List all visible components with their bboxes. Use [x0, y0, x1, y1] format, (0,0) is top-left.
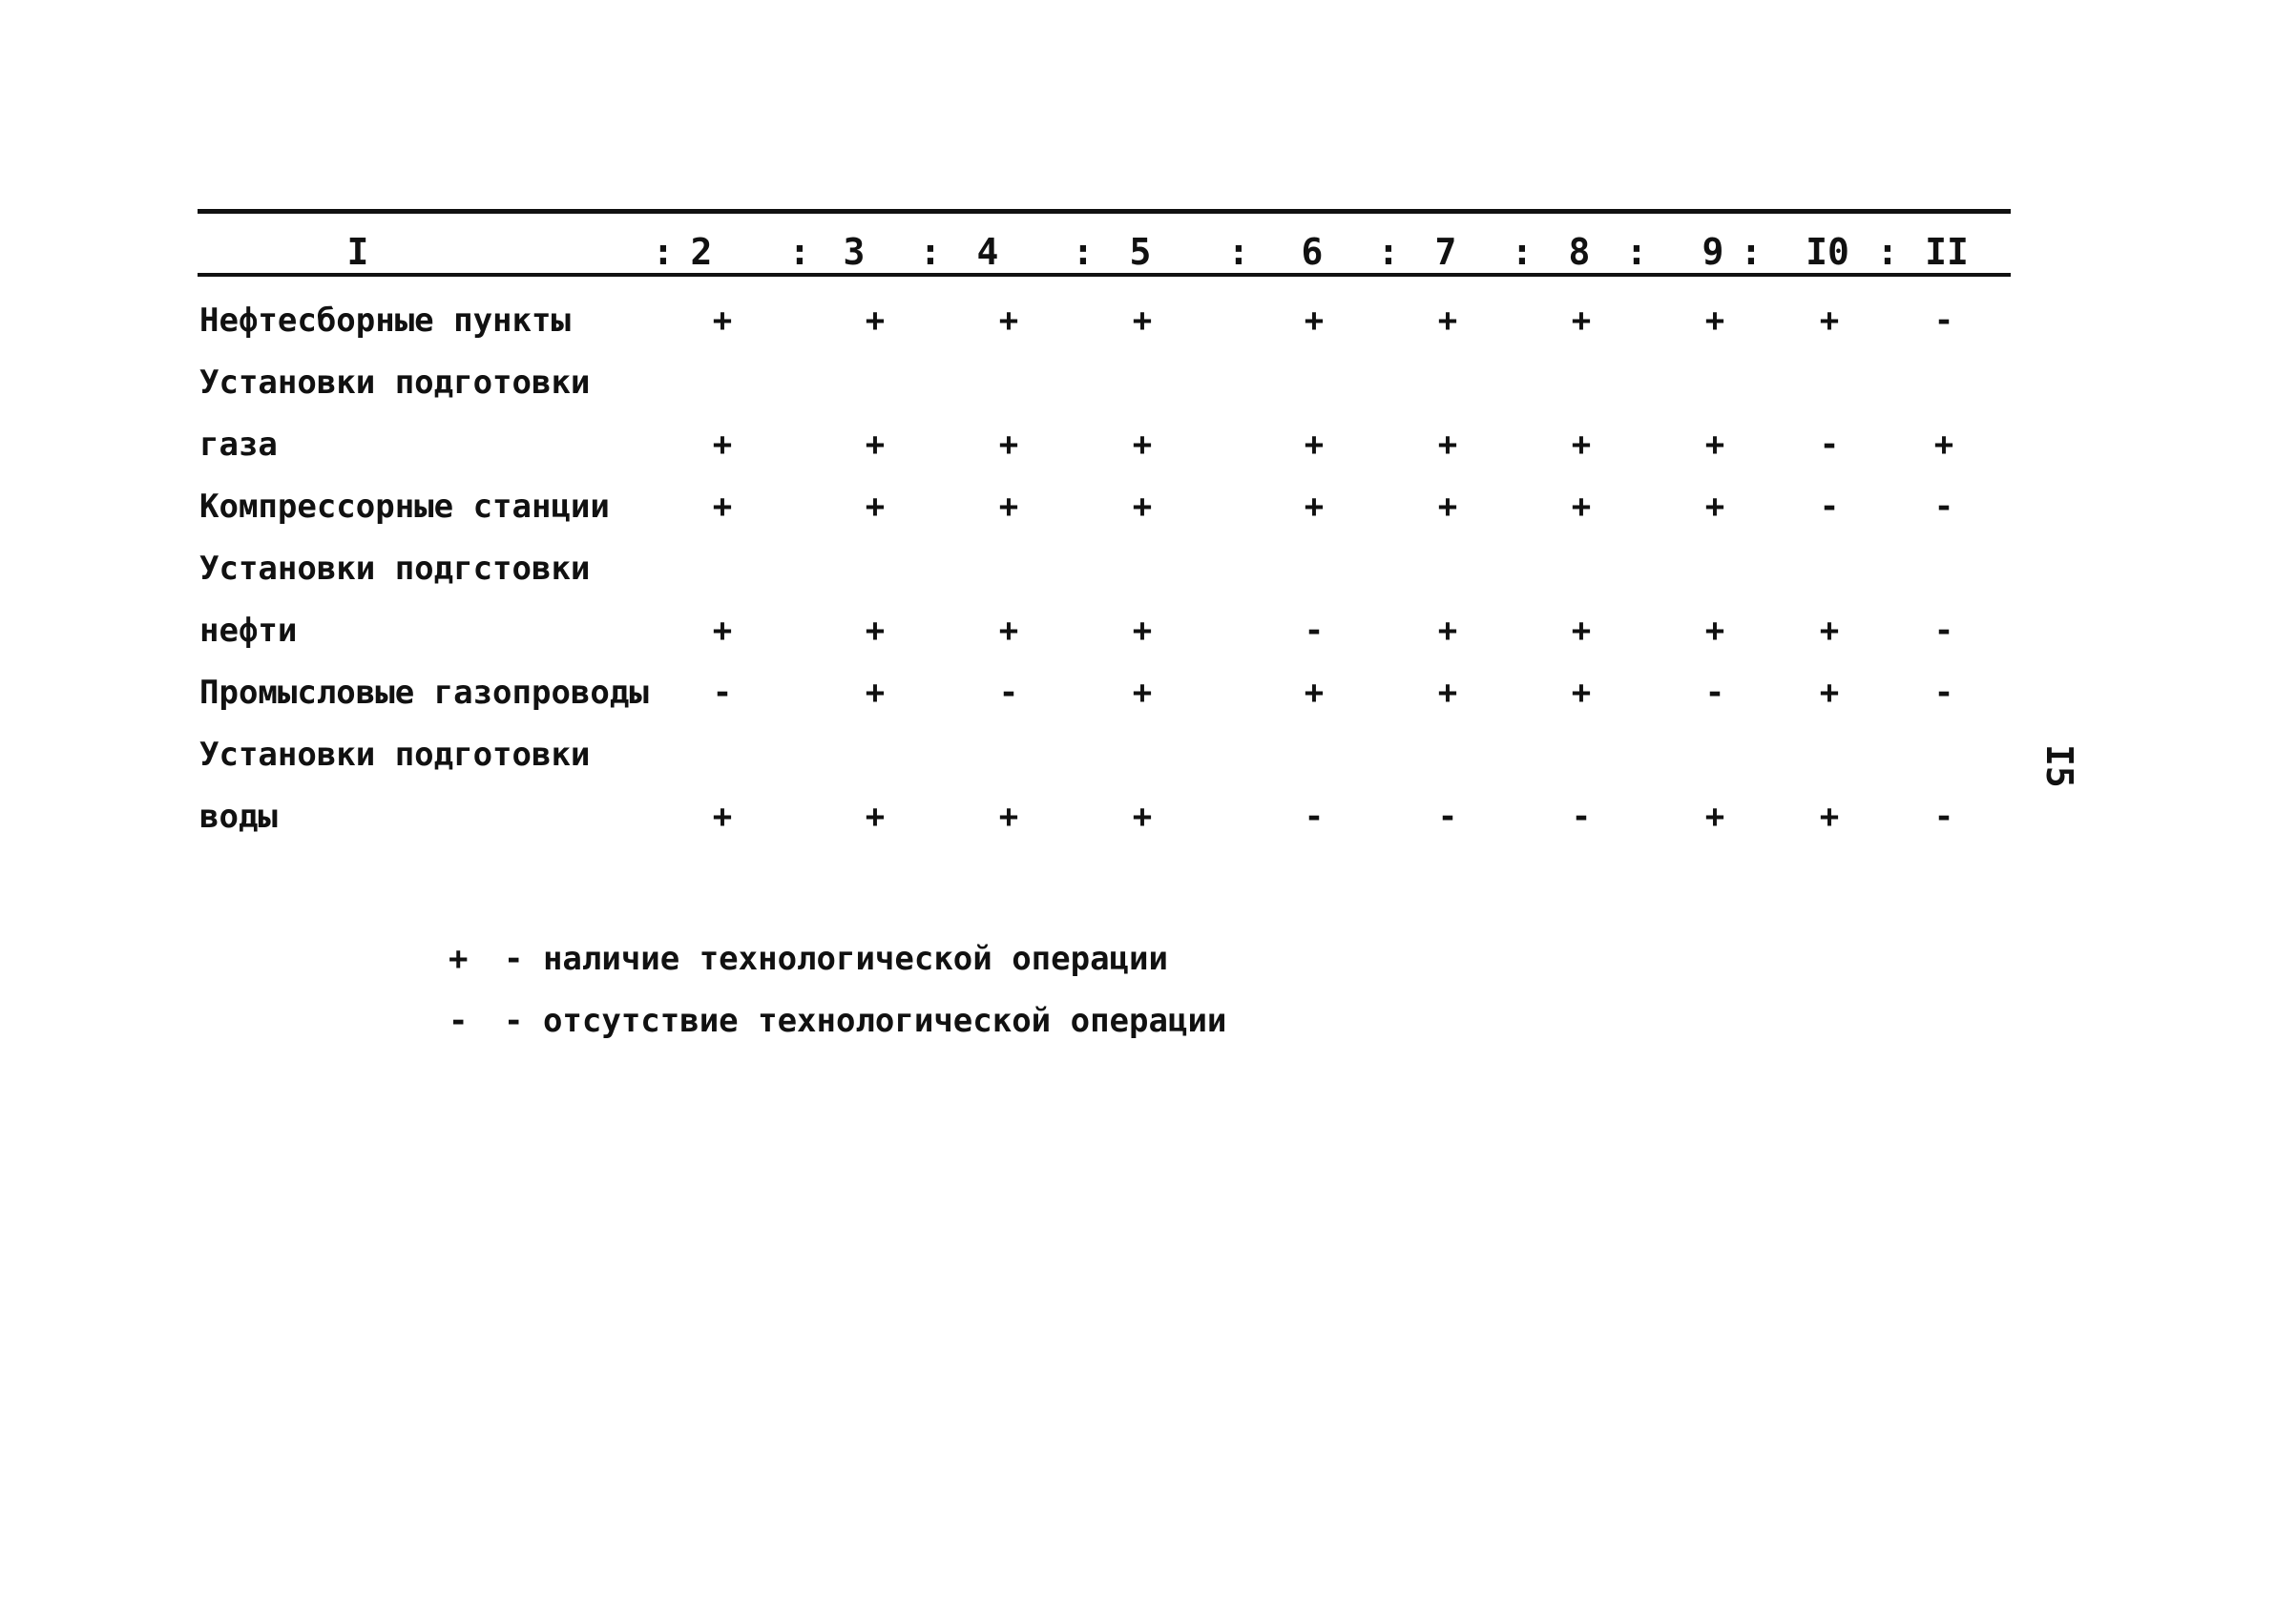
column-separator: : [1511, 231, 1534, 273]
table-cell-mark: + [712, 612, 733, 650]
table-cell-mark: - [1704, 674, 1725, 712]
table-cell-mark: + [1437, 674, 1458, 712]
table-cell-mark: + [1704, 426, 1725, 464]
column-separator: : [1227, 231, 1250, 273]
table-cell-mark: + [1437, 426, 1458, 464]
table-cell-mark: + [998, 302, 1019, 340]
legend-text: - отсутствие технологической операции [504, 1002, 1227, 1040]
column-header-6: 6 [1301, 231, 1324, 273]
table-cell-mark: + [865, 674, 886, 712]
table-cell-mark: + [1132, 674, 1153, 712]
table-cell-mark: + [865, 612, 886, 650]
column-header-4: 4 [976, 231, 999, 273]
table-cell-mark: + [865, 488, 886, 526]
column-header-5: 5 [1129, 231, 1152, 273]
table-cell-mark: + [998, 426, 1019, 464]
column-separator: : [1740, 231, 1763, 273]
table-cell-mark: + [1704, 612, 1725, 650]
table-cell-mark: - [1933, 612, 1954, 650]
table-cell-mark: - [1819, 488, 1840, 526]
table-cell-mark: + [1704, 798, 1725, 836]
row-label: газа [199, 426, 278, 464]
table-cell-mark: + [1571, 488, 1592, 526]
table-cell-mark: + [1304, 488, 1325, 526]
row-label: Промысловые газопроводы [199, 674, 649, 712]
table-cell-mark: + [1132, 798, 1153, 836]
table-cell-mark: - [1933, 302, 1954, 340]
column-header-3: 3 [843, 231, 866, 273]
table-cell-mark: - [1304, 798, 1325, 836]
table-cell-mark: + [998, 488, 1019, 526]
table-cell-mark: + [1132, 426, 1153, 464]
legend-text: - наличие технологической операции [504, 940, 1168, 978]
column-separator: : [788, 231, 811, 273]
row-label: Установки подготовки [199, 364, 591, 402]
row-label: Установки подгстовки [199, 550, 591, 588]
column-separator: : [652, 231, 675, 273]
table-cell-mark: + [1132, 488, 1153, 526]
column-header-10: I0 [1806, 231, 1849, 273]
legend-symbol: - [449, 1002, 469, 1040]
table-cell-mark: + [1571, 302, 1592, 340]
table-cell-mark: + [1437, 612, 1458, 650]
column-header-1: I [346, 231, 369, 273]
table-cell-mark: + [1132, 302, 1153, 340]
row-label: нефти [199, 612, 298, 650]
legend-symbol: + [449, 940, 469, 978]
column-header-9: 9 [1702, 231, 1724, 273]
table-cell-mark: + [1704, 302, 1725, 340]
row-label: Компрессорные станции [199, 488, 610, 526]
table-cell-mark: + [865, 302, 886, 340]
table-header-rule [198, 273, 2011, 277]
table-cell-mark: - [1819, 426, 1840, 464]
table-cell-mark: + [1437, 488, 1458, 526]
table-cell-mark: + [1437, 302, 1458, 340]
table-cell-mark: - [998, 674, 1019, 712]
table-cell-mark: - [1933, 674, 1954, 712]
table-cell-mark: + [1132, 612, 1153, 650]
column-separator: : [1625, 231, 1648, 273]
table-cell-mark: + [712, 426, 733, 464]
table-cell-mark: + [1933, 426, 1954, 464]
table-cell-mark: - [712, 674, 733, 712]
table-cell-mark: - [1933, 488, 1954, 526]
table-cell-mark: + [1704, 488, 1725, 526]
table-cell-mark: + [1819, 302, 1840, 340]
table-cell-mark: + [1819, 612, 1840, 650]
table-cell-mark: + [1819, 798, 1840, 836]
table-cell-mark: + [712, 798, 733, 836]
column-separator: : [1377, 231, 1400, 273]
table-cell-mark: + [1304, 302, 1325, 340]
column-header-2: 2 [690, 231, 713, 273]
table-cell-mark: + [998, 798, 1019, 836]
column-separator: : [1876, 231, 1899, 273]
table-top-rule [198, 209, 2011, 214]
column-header-11: II [1925, 231, 1969, 273]
column-header-8: 8 [1568, 231, 1591, 273]
table-cell-mark: + [865, 798, 886, 836]
page-number: I5 [2038, 744, 2080, 788]
table-cell-mark: + [712, 302, 733, 340]
row-label: воды [199, 798, 278, 836]
row-label: Установки подготовки [199, 736, 591, 774]
table-cell-mark: - [1304, 612, 1325, 650]
table-cell-mark: + [1571, 674, 1592, 712]
table-cell-mark: + [1819, 674, 1840, 712]
table-cell-mark: + [865, 426, 886, 464]
row-label: Нефтесборные пункты [199, 302, 571, 340]
table-cell-mark: + [712, 488, 733, 526]
table-cell-mark: + [1304, 674, 1325, 712]
table-cell-mark: - [1933, 798, 1954, 836]
table-cell-mark: + [998, 612, 1019, 650]
table-cell-mark: + [1571, 426, 1592, 464]
column-separator: : [1072, 231, 1095, 273]
column-header-7: 7 [1434, 231, 1457, 273]
table-cell-mark: + [1304, 426, 1325, 464]
table-cell-mark: + [1571, 612, 1592, 650]
table-cell-mark: - [1571, 798, 1592, 836]
column-separator: : [919, 231, 942, 273]
table-cell-mark: - [1437, 798, 1458, 836]
